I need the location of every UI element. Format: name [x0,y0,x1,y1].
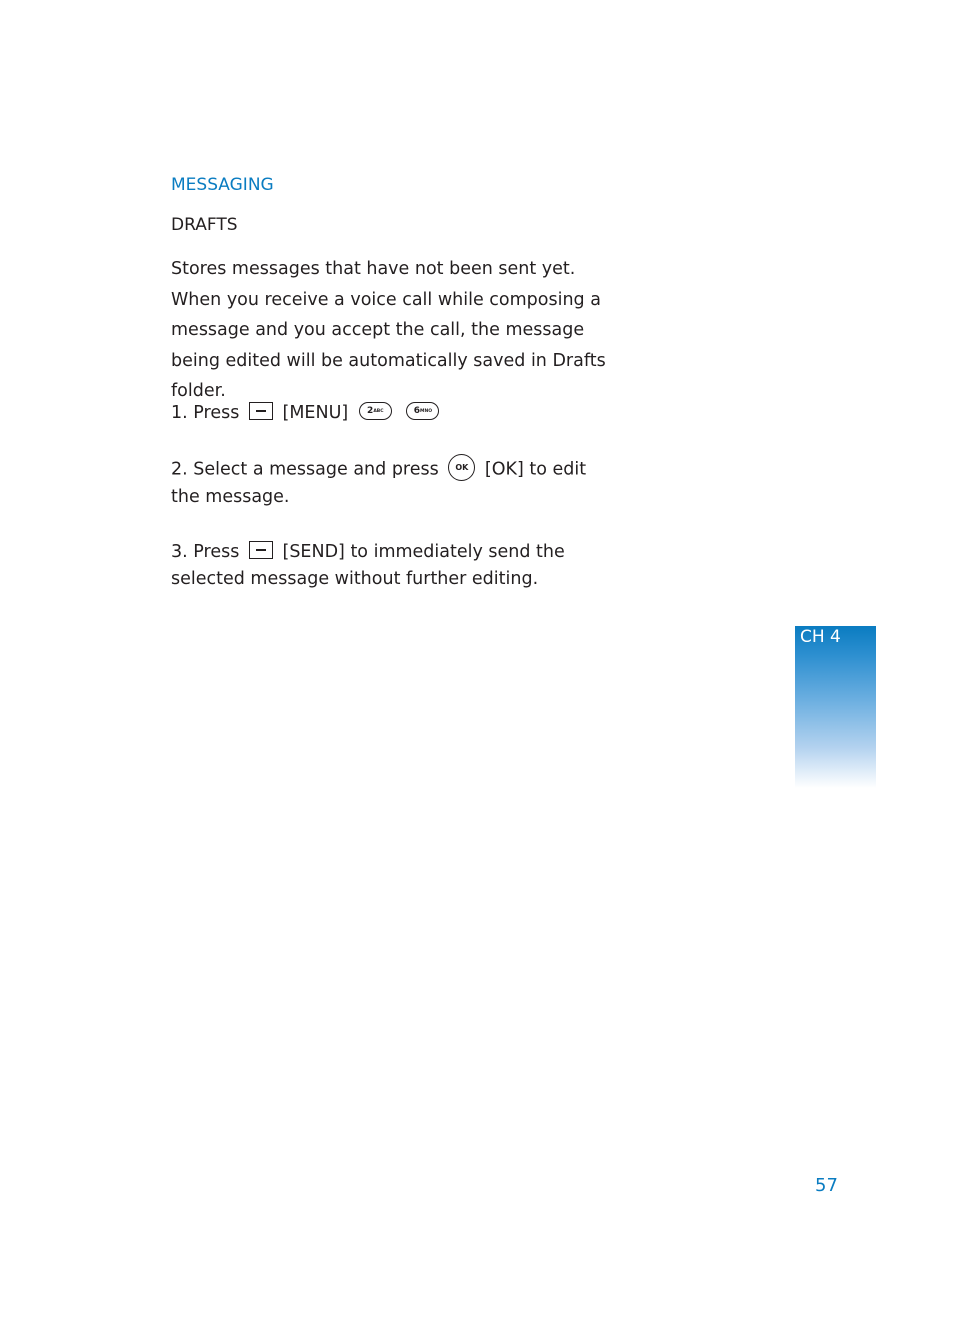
step-2-suffix: [OK] to edit the message. [171,459,587,507]
step-3-suffix: [SEND] to immediately send the selected message without further editing. [171,542,565,589]
step-1-number: 1. [171,403,188,423]
key-6-letters: MNO [419,409,433,414]
chapter-tab [795,626,876,788]
ok-key-icon [448,454,475,481]
step-3-number: 3. [171,542,188,562]
section-title: MESSAGING [171,175,274,195]
step-2-number: 2. [171,459,188,480]
key-6-digit: 6 [413,406,420,416]
key-2-letters: ABC [373,409,384,414]
step-2 [171,456,616,511]
step-2-prefix: Select a message and press [193,459,439,480]
step-3 [171,539,616,593]
key-6-icon [406,402,439,420]
step-1-press-label: Press [193,403,240,423]
page-number: 57 [815,1175,838,1196]
step-3-press-label: Press [193,542,240,562]
subsection-title: DRAFTS [171,215,238,235]
left-softkey-icon [249,402,273,420]
ok-key-label: OK [455,463,469,472]
chapter-label: CH 4 [800,627,841,647]
right-softkey-icon [249,541,273,559]
key-2-digit: 2 [367,406,374,416]
description-paragraph: Stores messages that have not been sent yet. When you receive a voice call while composing a message and you accept the call, the message being edited will be automatically saved in Drafts folder. [171,259,606,401]
key-2-icon [359,402,392,420]
step-1-softkey-label: [MENU] [282,403,349,423]
step-1 [171,400,616,427]
